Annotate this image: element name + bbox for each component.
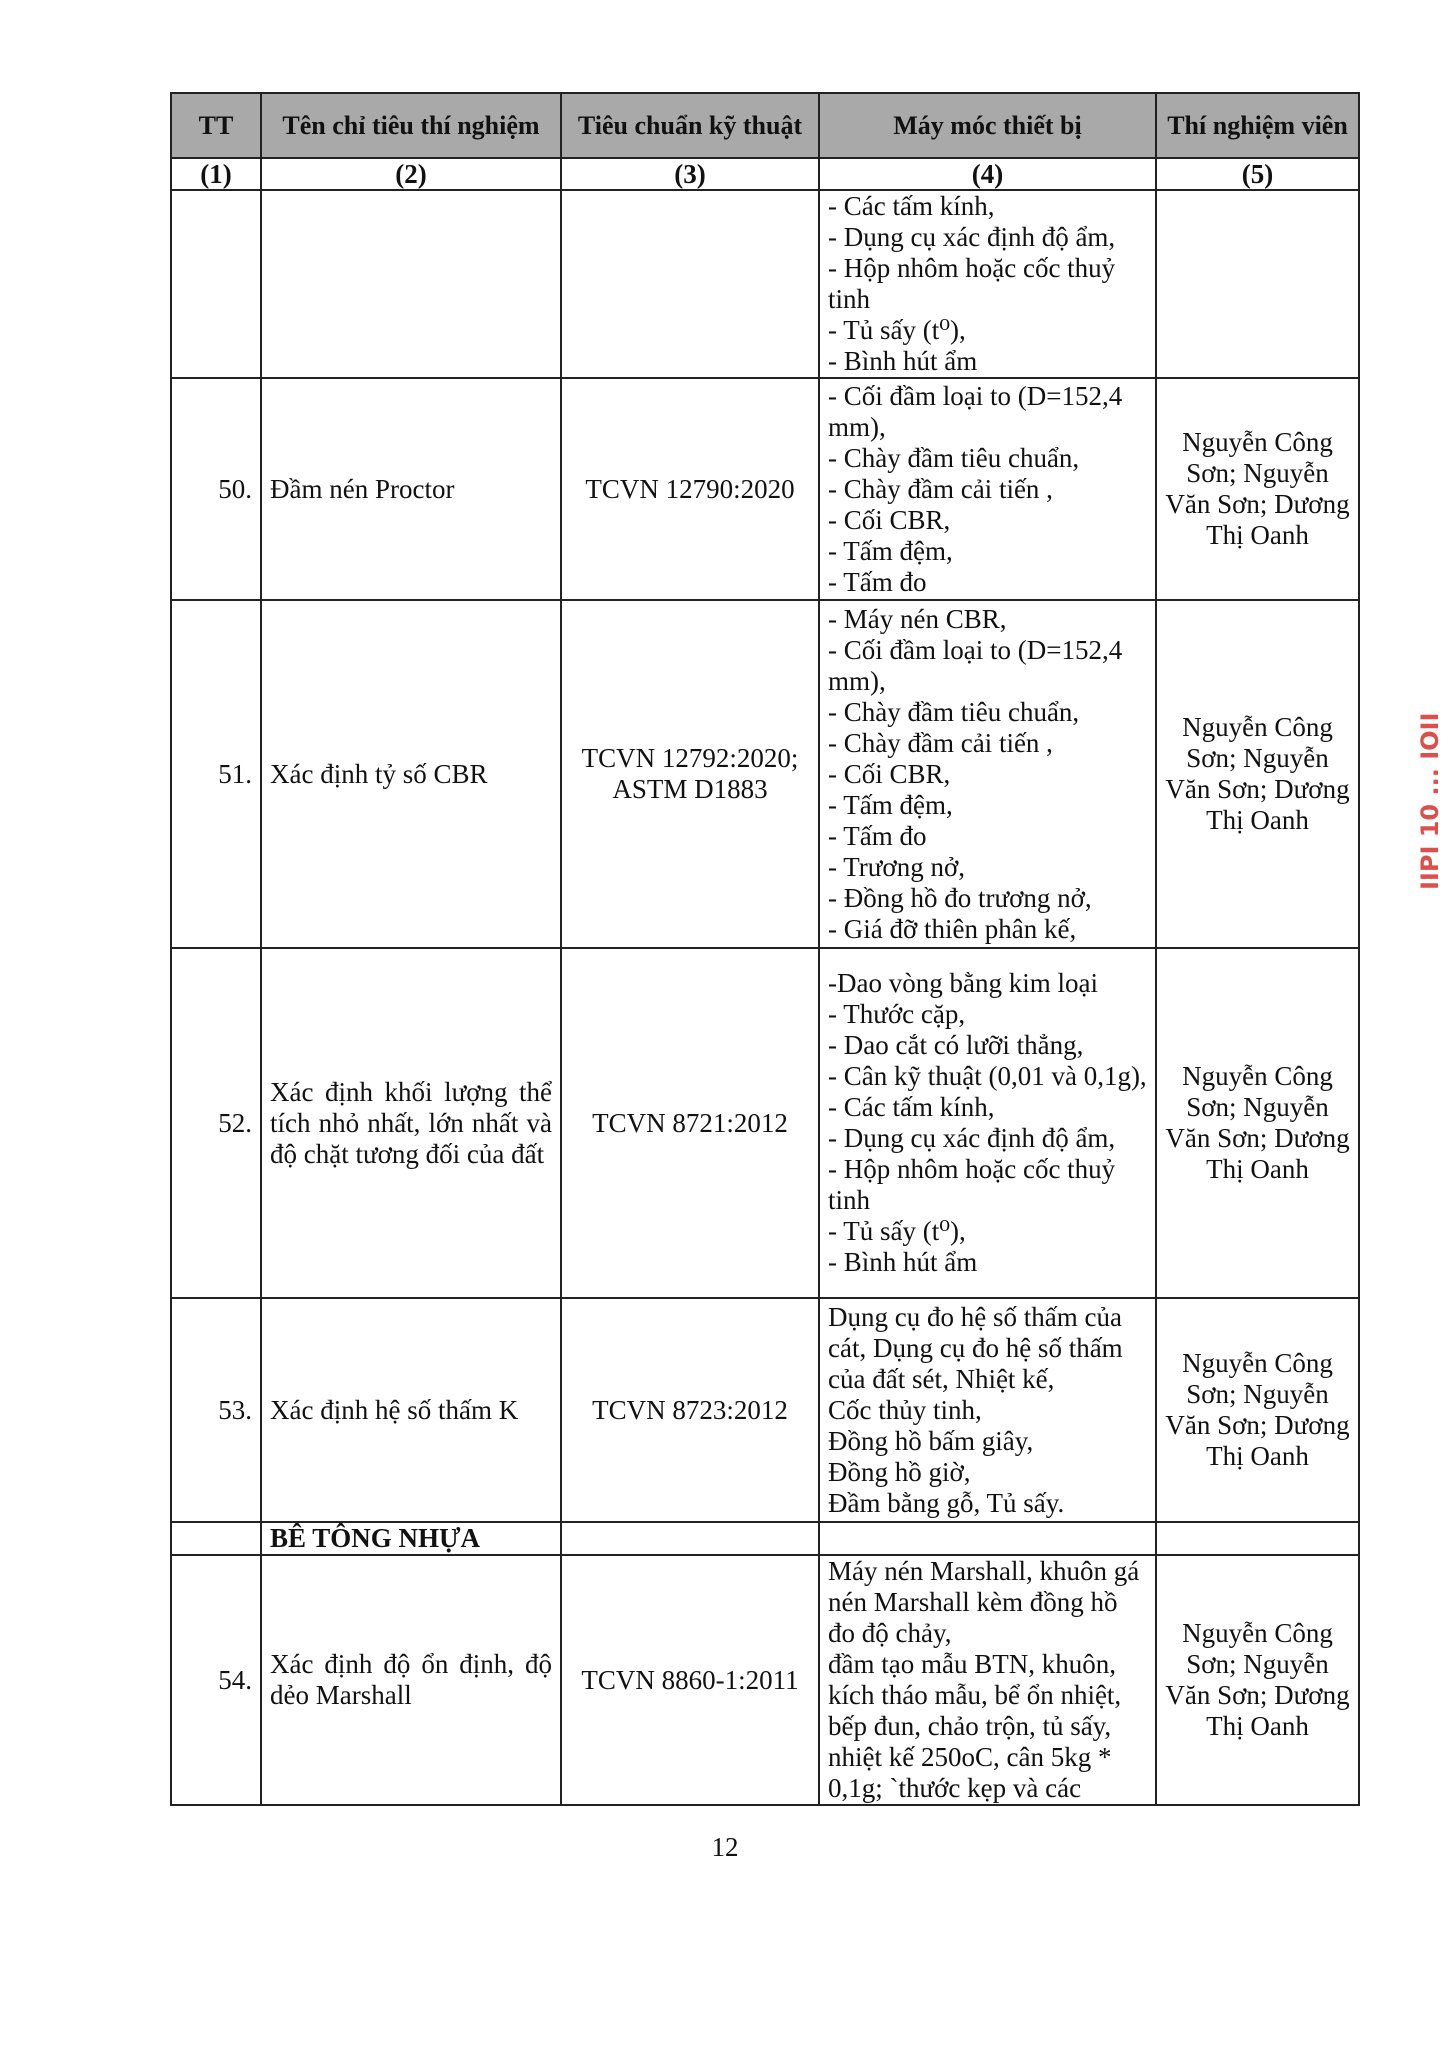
equipment-item: Đồng hồ giờ, xyxy=(828,1456,971,1487)
equipment-item: - Tấm đo xyxy=(828,820,927,851)
equipment-item: -Dao vòng bằng kim loại xyxy=(828,968,1098,998)
row-test-name xyxy=(261,190,561,378)
row-tester xyxy=(1156,190,1359,378)
equipment-item: - Bình hút ẩm xyxy=(828,1247,978,1277)
equipment-item: - Các tấm kính, xyxy=(828,191,995,221)
header-tester: Thí nghiệm viên xyxy=(1156,93,1359,158)
equipment-item: - Tấm đo xyxy=(828,566,927,597)
row-tt: 53. xyxy=(171,1298,261,1522)
table-row xyxy=(171,190,1359,378)
table-row xyxy=(171,1555,1359,1805)
equipment-item: Đầm bằng gỗ, Tủ sấy. xyxy=(828,1487,1065,1518)
row-tt xyxy=(171,190,261,378)
row-tester: Nguyễn Công Sơn; Nguyễn Văn Sơn; Dương Thị Oanh xyxy=(1156,600,1359,948)
equipment-item: - Hộp nhôm hoặc cốc thuỷ tinh xyxy=(828,253,1116,314)
equipment-item: - Tủ sấy (t⁰), xyxy=(828,1216,966,1246)
column-number-3: (3) xyxy=(561,158,819,190)
row-tester: Nguyễn Công Sơn; Nguyễn Văn Sơn; Dương Thị Oanh xyxy=(1156,1555,1359,1805)
row-tt: 51. xyxy=(171,600,261,948)
row-equipment xyxy=(819,378,1156,600)
row-standard: TCVN 8723:2012 xyxy=(561,1298,819,1522)
row-standard: TCVN 12790:2020 xyxy=(561,378,819,600)
header-tt: TT xyxy=(171,93,261,158)
row-test-name: Xác định khối lượng thể tích nhỏ nhất, lớn nhất và độ chặt tương đối của đất xyxy=(261,948,561,1298)
column-number-4: (4) xyxy=(819,158,1156,190)
table-row xyxy=(171,378,1359,600)
equipment-item: - Các tấm kính, xyxy=(828,1092,995,1122)
row-test-name: Xác định tỷ số CBR xyxy=(261,600,561,948)
equipment-item: - Máy nén CBR, xyxy=(828,603,1007,634)
equipment-item: - Dao cắt có lưỡi thẳng, xyxy=(828,1030,1084,1060)
equipment-item: - Chày đầm tiêu chuẩn, xyxy=(828,442,1080,473)
equipment-item: Máy nén Marshall, khuôn gá nén Marshall kèm đồng hồ đo độ chảy, xyxy=(828,1556,1140,1648)
equipment-item: - Cối CBR, xyxy=(828,758,951,789)
test-standards-table xyxy=(170,92,1360,1806)
equipment-item: - Dụng cụ xác định độ ẩm, xyxy=(828,1123,1116,1153)
row-equipment xyxy=(819,1298,1156,1522)
row-equipment xyxy=(819,190,1156,378)
section-empty xyxy=(819,1522,1156,1555)
equipment-item: - Chày đầm cải tiến , xyxy=(828,727,1053,758)
row-test-name: Đầm nén Proctor xyxy=(261,378,561,600)
equipment-item: Dụng cụ đo hệ số thấm của cát, Dụng cụ đo hệ số thấm của đất sét, Nhiệt kế, xyxy=(828,1301,1123,1394)
column-number-2: (2) xyxy=(261,158,561,190)
equipment-item: - Tấm đệm, xyxy=(828,535,953,566)
page-number: 12 xyxy=(711,1832,739,1862)
header-standard: Tiêu chuẩn kỹ thuật xyxy=(561,93,819,158)
row-tester: Nguyễn Công Sơn; Nguyễn Văn Sơn; Dương Thị Oanh xyxy=(1156,378,1359,600)
row-tester: Nguyễn Công Sơn; Nguyễn Văn Sơn; Dương Thị Oanh xyxy=(1156,948,1359,1298)
equipment-item: - Bình hút ẩm xyxy=(828,346,978,376)
row-standard: TCVN 8721:2012 xyxy=(561,948,819,1298)
equipment-item: - Thước cặp, xyxy=(828,999,966,1029)
equipment-item: Cốc thủy tinh, xyxy=(828,1394,982,1425)
equipment-item: - Chày đầm cải tiến , xyxy=(828,473,1053,504)
column-number-1: (1) xyxy=(171,158,261,190)
row-test-name: Xác định độ ổn định, độ dẻo Marshall xyxy=(261,1555,561,1805)
row-standard xyxy=(561,190,819,378)
table-header-row xyxy=(171,93,1359,158)
equipment-item: - Đồng hồ đo trương nở, xyxy=(828,882,1092,913)
equipment-item: - Giá đỡ thiên phân kế, xyxy=(828,913,1077,944)
equipment-item: - Chày đầm tiêu chuẩn, xyxy=(828,696,1080,727)
row-equipment xyxy=(819,600,1156,948)
equipment-item: - Trương nở, xyxy=(828,851,965,882)
row-test-name: Xác định hệ số thấm K xyxy=(261,1298,561,1522)
row-tt: 50. xyxy=(171,378,261,600)
row-equipment xyxy=(819,1555,1156,1805)
row-tt: 54. xyxy=(171,1555,261,1805)
equipment-item: - Cối đầm loại to (D=152,4 mm), xyxy=(828,380,1123,442)
section-title: BÊ TÔNG NHỰA xyxy=(261,1522,561,1555)
equipment-item: - Tủ sấy (t⁰), xyxy=(828,315,966,345)
equipment-item: Đồng hồ bấm giây, xyxy=(828,1425,1034,1456)
row-tester: Nguyễn Công Sơn; Nguyễn Văn Sơn; Dương Thị Oanh xyxy=(1156,1298,1359,1522)
column-number-5: (5) xyxy=(1156,158,1359,190)
equipment-item: - Cối đầm loại to (D=152,4 mm), xyxy=(828,634,1123,696)
row-tt: 52. xyxy=(171,948,261,1298)
section-empty xyxy=(1156,1522,1359,1555)
equipment-item: - Hộp nhôm hoặc cốc thuỷ tinh xyxy=(828,1154,1116,1215)
section-tt xyxy=(171,1522,261,1555)
equipment-item: - Cân kỹ thuật (0,01 và 0,1g), xyxy=(828,1061,1147,1091)
margin-stamp: IIPI 10 ... IOII xyxy=(1416,712,1444,890)
column-numbering-row xyxy=(171,158,1359,190)
row-equipment xyxy=(819,948,1156,1298)
table-row xyxy=(171,1298,1359,1522)
table-row xyxy=(171,948,1359,1298)
section-row xyxy=(171,1522,1359,1555)
header-equipment: Máy móc thiết bị xyxy=(819,93,1156,158)
section-empty xyxy=(561,1522,819,1555)
equipment-item: - Dụng cụ xác định độ ẩm, xyxy=(828,222,1116,252)
row-standard: TCVN 8860-1:2011 xyxy=(561,1555,819,1805)
equipment-item: - Cối CBR, xyxy=(828,504,951,535)
header-test-name: Tên chỉ tiêu thí nghiệm xyxy=(261,93,561,158)
row-standard: TCVN 12792:2020; ASTM D1883 xyxy=(561,600,819,948)
table-row xyxy=(171,600,1359,948)
equipment-item: đầm tạo mẫu BTN, khuôn, kích tháo mẫu, bể ổn nhiệt, bếp đun, chảo trộn, tủ sấy, nhiệt kế 250oC, cân 5kg * 0,1g; `thước kẹp và các xyxy=(828,1649,1122,1803)
equipment-item: - Tấm đệm, xyxy=(828,789,953,820)
